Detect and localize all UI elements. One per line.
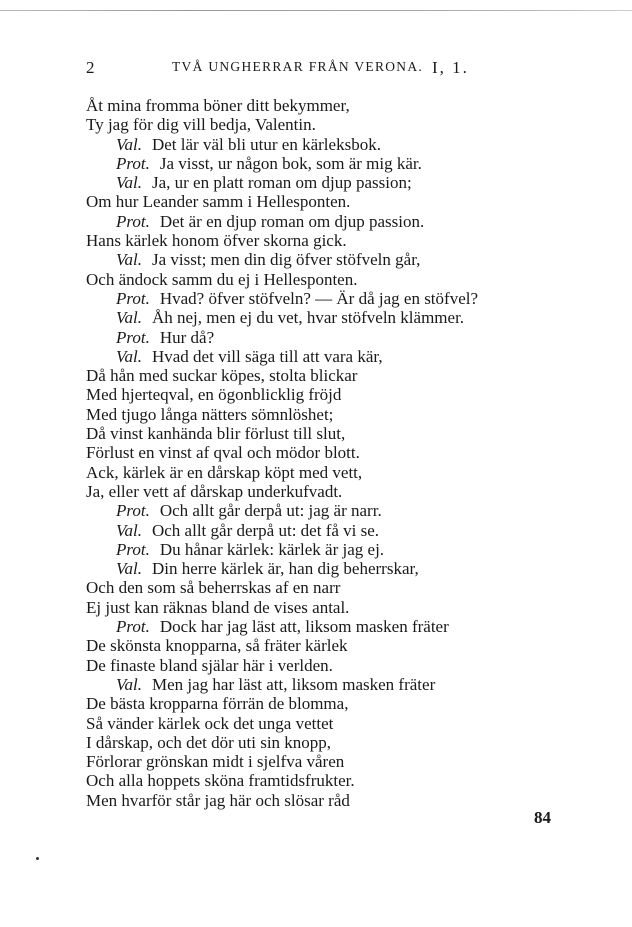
speech-line <box>86 521 586 540</box>
line-text: Ja, ur en platt roman om djup passion; <box>151 173 412 193</box>
line-text: Hvad? öfver stöfveln? — Är då jag en stöfvel? <box>159 288 479 308</box>
speaker-name: Prot. <box>116 501 150 521</box>
verse-line <box>86 791 586 810</box>
signature-number: 84 <box>534 808 551 827</box>
speech-line <box>86 501 586 520</box>
speech-line <box>86 675 586 694</box>
speech-line <box>86 540 586 559</box>
line-text: Förlorar grönskan midt i sjelfva våren <box>86 752 345 772</box>
line-text: Det är en djup roman om djup passion. <box>159 211 425 231</box>
act-scene: I, 1. <box>432 58 469 77</box>
speech-line <box>86 135 586 154</box>
speaker-name: Prot. <box>116 153 150 173</box>
speaker-name: Val. <box>116 173 142 193</box>
speech-line <box>86 289 586 308</box>
speech-line <box>86 328 586 347</box>
line-text: Ty jag för dig vill bedja, Valentin. <box>86 115 316 135</box>
line-text: Då hån med suckar köpes, stolta blickar <box>86 366 358 386</box>
verse-line <box>86 231 586 250</box>
line-text: Med hjerteqval, en ögonblicklig fröjd <box>86 385 342 405</box>
speaker-name: Prot. <box>116 211 150 231</box>
line-text: Du hånar kärlek: kärlek är jag ej. <box>159 539 385 559</box>
speech-line <box>86 559 586 578</box>
line-text: Och den som så beherrskas af en narr <box>86 578 341 598</box>
running-header <box>0 58 632 82</box>
line-text: Dock har jag läst att, liksom masken fräter <box>159 617 449 637</box>
speaker-name: Val. <box>116 134 142 154</box>
line-text: Ja visst; men din dig öfver stöfveln går, <box>151 250 421 270</box>
speaker-name: Prot. <box>116 327 150 347</box>
speaker-name: Prot. <box>116 288 150 308</box>
line-text: Hans kärlek honom öfver skorna gick. <box>86 231 347 251</box>
verse-line <box>86 366 586 385</box>
speech-line <box>86 347 586 366</box>
speaker-name: Val. <box>116 559 142 579</box>
running-title: TVÅ UNGHERRAR FRÅN VERONA. <box>172 59 424 74</box>
verse-line <box>86 694 586 713</box>
line-text: Din herre kärlek är, han dig beherrskar, <box>151 559 419 579</box>
page-number: 2 <box>86 58 95 77</box>
speaker-name: Val. <box>116 520 142 540</box>
line-text: De bästa kropparna förrän de blomma, <box>86 694 349 714</box>
verse-line <box>86 270 586 289</box>
speaker-name: Val. <box>116 674 142 694</box>
line-text: Och allt går derpå ut: jag är narr. <box>159 501 382 521</box>
line-text: Och alla hoppets sköna framtidsfrukter. <box>86 771 355 791</box>
line-text: Åt mina fromma böner ditt bekymmer, <box>86 96 350 115</box>
line-text: Det lär väl bli utur en kärleksbok. <box>151 134 381 154</box>
speaker-name: Prot. <box>116 617 150 637</box>
speaker-name: Val. <box>116 250 142 270</box>
line-text: Och allt går derpå ut: det få vi se. <box>151 520 380 540</box>
line-text: Förlust en vinst af qval och mödor blott. <box>86 443 360 463</box>
verse-line <box>86 385 586 404</box>
speech-line <box>86 250 586 269</box>
line-text: Ej just kan räknas bland de vises antal. <box>86 597 350 617</box>
verse-line <box>86 115 586 134</box>
speech-line <box>86 173 586 192</box>
verse-text <box>86 96 586 810</box>
line-text: Ack, kärlek är en dårskap köpt med vett, <box>86 462 363 482</box>
verse-line <box>86 424 586 443</box>
line-text: Åh nej, men ej du vet, hvar stöfveln klämmer. <box>151 308 465 328</box>
verse-line <box>86 598 586 617</box>
verse-line <box>86 656 586 675</box>
speech-line <box>86 212 586 231</box>
top-rule <box>0 10 632 11</box>
line-text: Ja, eller vett af dårskap underkufvadt. <box>86 481 343 501</box>
verse-line <box>86 636 586 655</box>
verse-line <box>86 752 586 771</box>
verse-line <box>86 482 586 501</box>
verse-line <box>86 405 586 424</box>
verse-line <box>86 578 586 597</box>
line-text: Men hvarför står jag här och slösar råd <box>86 790 350 810</box>
line-text: Så vänder kärlek ock det unga vettet <box>86 713 334 733</box>
line-text: Hur då? <box>159 327 215 347</box>
verse-line <box>86 733 586 752</box>
line-text: De skönsta knopparna, så fräter kärlek <box>86 636 348 656</box>
speech-line <box>86 308 586 327</box>
verse-line <box>86 443 586 462</box>
line-text: Om hur Leander samm i Hellesponten. <box>86 192 351 212</box>
speech-line <box>86 617 586 636</box>
verse-line <box>86 714 586 733</box>
verse-line <box>86 463 586 482</box>
line-text: Ja visst, ur någon bok, som är mig kär. <box>159 153 422 173</box>
line-text: I dårskap, och det dör uti sin knopp, <box>86 732 332 752</box>
speaker-name: Val. <box>116 308 142 328</box>
line-text: Hvad det vill säga till att vara kär, <box>151 346 383 366</box>
line-text: Då vinst kanhända blir förlust till slut, <box>86 424 346 444</box>
speaker-name: Val. <box>116 346 142 366</box>
verse-line <box>86 192 586 211</box>
line-text: Och ändock samm du ej i Hellesponten. <box>86 269 358 289</box>
speech-line <box>86 154 586 173</box>
verse-line <box>86 771 586 790</box>
speaker-name: Prot. <box>116 539 150 559</box>
line-text: Men jag har läst att, liksom masken fräter <box>151 674 436 694</box>
line-text: De finaste bland själar här i verlden. <box>86 655 333 675</box>
stray-mark <box>36 857 39 860</box>
line-text: Med tjugo långa nätters sömnlöshet; <box>86 404 334 424</box>
verse-line <box>86 96 586 115</box>
